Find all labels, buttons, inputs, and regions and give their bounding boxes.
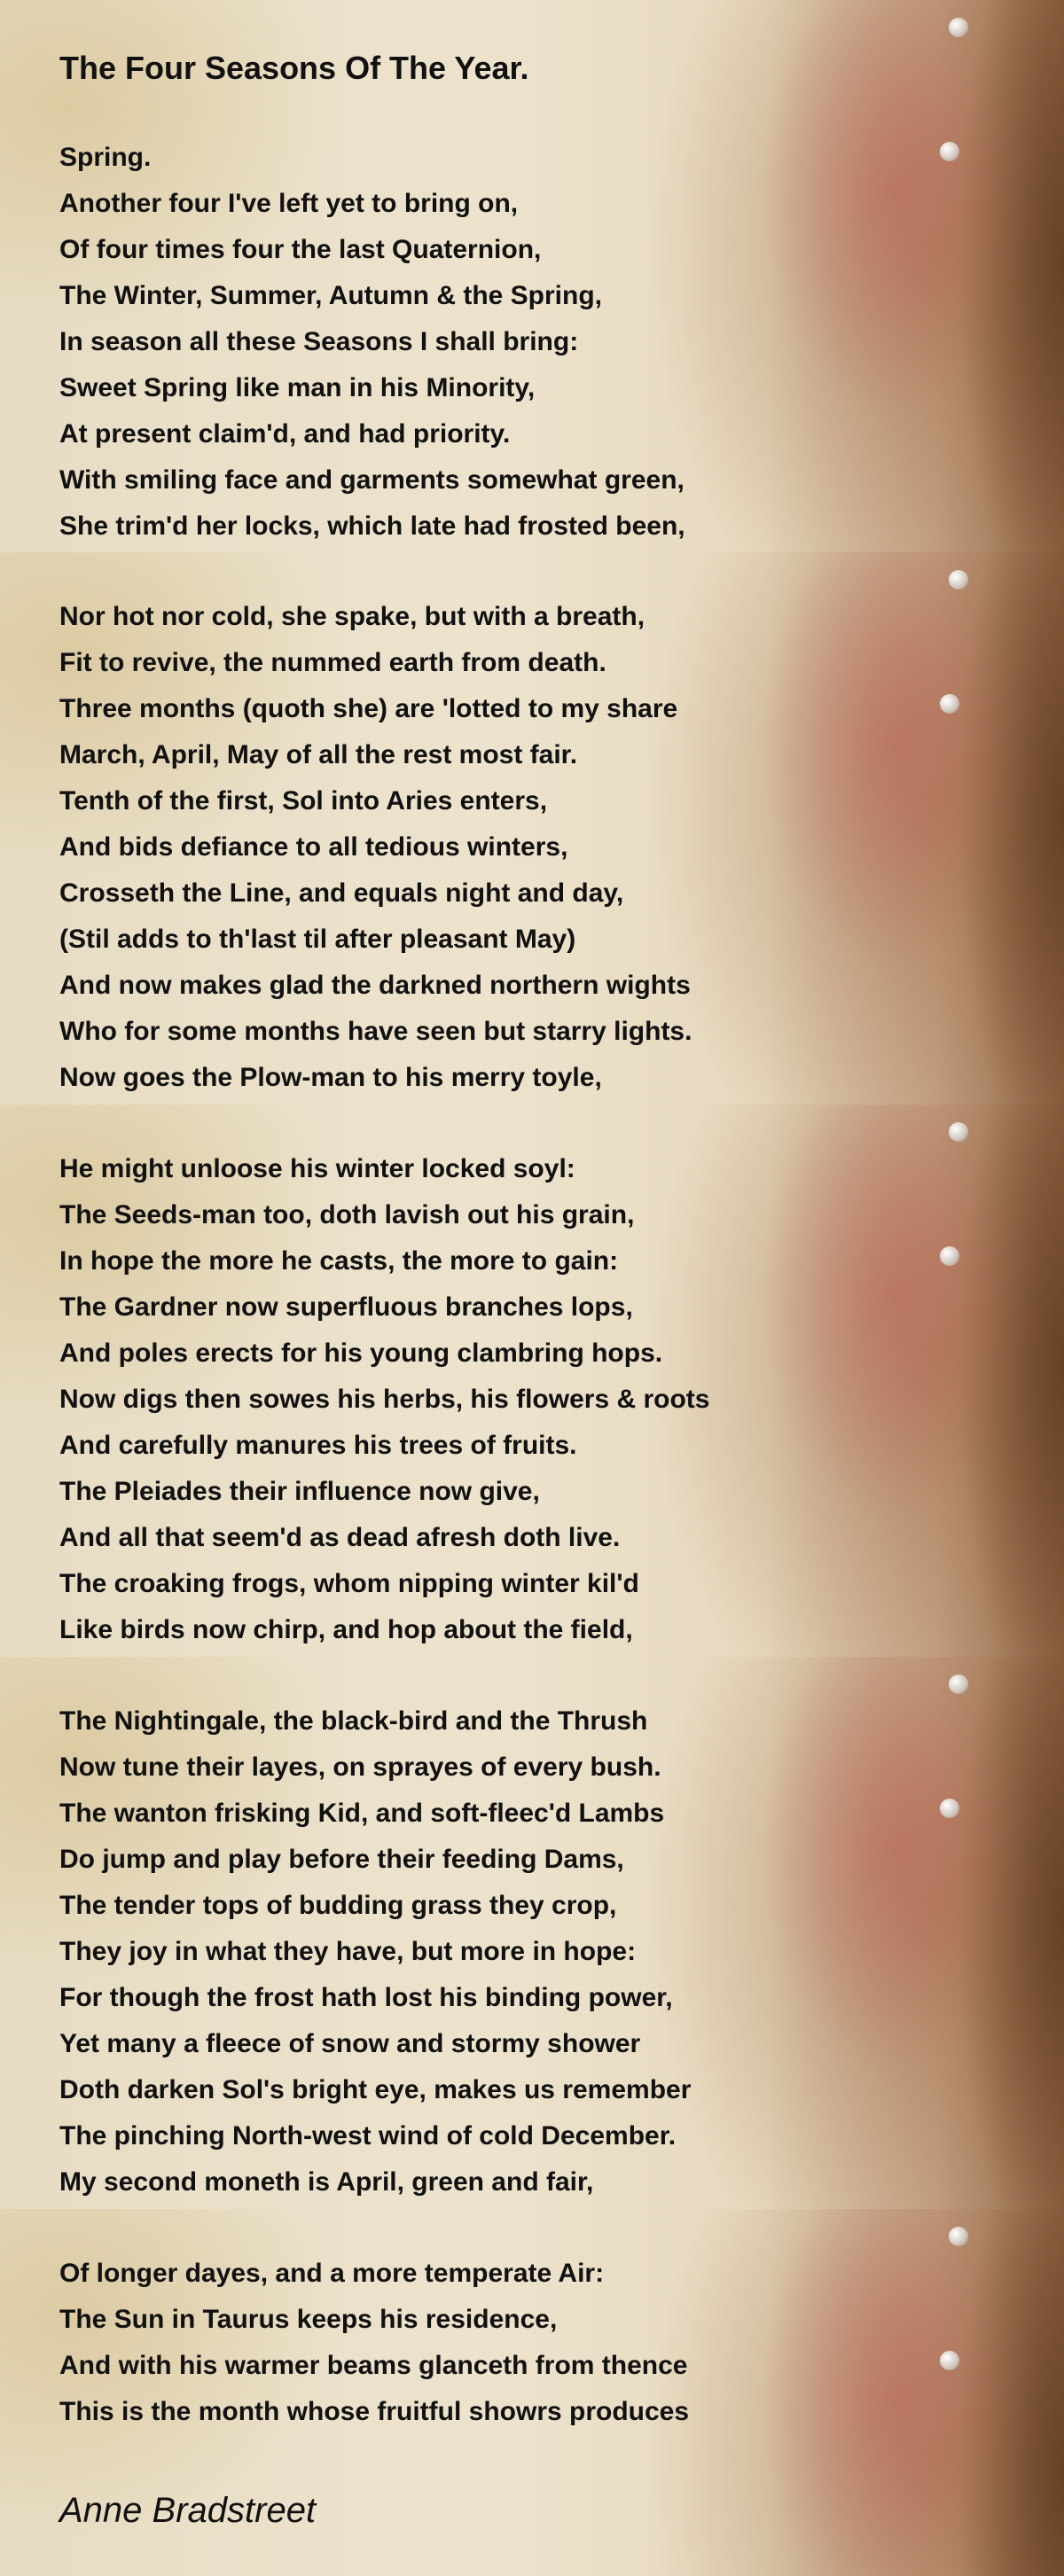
poem-line: And carefully manures his trees of fruits. [59,1431,577,1460]
poem-line: And poles erects for his young clambring hops. [59,1339,663,1368]
poem-line: The Pleiades their influence now give, [59,1477,540,1506]
poem-line: Another four I've left yet to bring on, [59,189,519,218]
pearl-decoration [949,1674,968,1694]
poem-line: Of longer dayes, and a more temperate Air: [59,2259,605,2288]
poem-panel-3 [0,1105,1064,1657]
poem-panel-4 [0,1657,1064,2209]
poem-line: (Stil adds to th'last til after pleasant May) [59,925,576,954]
pearl-decoration [949,2227,968,2246]
poem-line: Tenth of the first, Sol into Aries enters, [59,786,548,816]
pearl-decoration [949,1122,968,1142]
poem-line: March, April, May of all the rest most fair. [59,740,578,769]
poem-line: Now goes the Plow-man to his merry toyle, [59,1063,602,1092]
poem-line: And bids defiance to all tedious winters, [59,832,568,862]
poem-line: The tender tops of budding grass they crop, [59,1891,617,1920]
poem-line: And now makes glad the darkned northern wights [59,971,691,1000]
poem-line: Like birds now chirp, and hop about the field, [59,1615,633,1644]
stanza [59,135,685,550]
poem-line: At present claim'd, and had priority. [59,419,511,449]
poem-line: The pinching North-west wind of cold December. [59,2121,677,2151]
poem-line: Do jump and play before their feeding Dams, [59,1845,624,1874]
stanza [59,1698,691,2205]
poem-line: And with his warmer beams glanceth from thence [59,2351,688,2380]
poem-line: Doth darken Sol's bright eye, makes us remember [59,2075,692,2104]
poem-line: Fit to revive, the nummed earth from death. [59,648,606,677]
poem-line: In season all these Seasons I shall bring: [59,327,579,356]
stanza [59,2251,689,2435]
pearl-decoration [940,142,959,161]
poem-panel-2 [0,552,1064,1105]
poem-line: The wanton frisking Kid, and soft-fleec'd Lambs [59,1799,665,1828]
poem-line: Who for some months have seen but starry lights. [59,1017,692,1046]
pearl-decoration [940,1799,959,1818]
poem-line: The Sun in Taurus keeps his residence, [59,2305,558,2334]
poem-line: Three months (quoth she) are 'lotted to my share [59,694,678,723]
poem-line: The Winter, Summer, Autumn & the Spring, [59,281,602,310]
pearl-decoration [940,2351,959,2370]
poem-line: The Nightingale, the black-bird and the Thrush [59,1706,648,1736]
poem-line: For though the frost hath lost his binding power, [59,1983,673,2012]
pearl-decoration [940,1246,959,1266]
poem-line: In hope the more he casts, the more to gain: [59,1246,619,1276]
poem-line: Sweet Spring like man in his Minority, [59,373,536,402]
author-name: Anne Bradstreet [59,2491,317,2530]
poem-line: He might unloose his winter locked soyl: [59,1154,575,1183]
poem-line: The croaking frogs, whom nipping winter kil'd [59,1569,639,1598]
poem-line: Yet many a fleece of snow and stormy shower [59,2029,641,2058]
poem-line: Crosseth the Line, and equals night and day, [59,878,624,908]
poem-line: The Seeds-man too, doth lavish out his grain, [59,1200,635,1229]
pearl-decoration [949,570,968,589]
poem-line: She trim'd her locks, which late had frosted been, [59,511,685,541]
poem-panel-5 [0,2209,1064,2576]
poem-line: And all that seem'd as dead afresh doth live. [59,1523,621,1552]
pearl-decoration [940,694,959,714]
poem-line: They joy in what they have, but more in hope: [59,1937,637,1966]
stanza [59,594,692,1101]
poem-line: Now digs then sowes his herbs, his flowers & roots [59,1385,710,1414]
poem-line: Now tune their layes, on sprayes of every bush. [59,1752,661,1782]
poem-line: My second moneth is April, green and fair, [59,2167,594,2197]
poem-panel-1 [0,0,1064,552]
poem-line: This is the month whose fruitful showrs produces [59,2397,690,2426]
poem-line: Spring. [59,143,152,172]
poem-line: Nor hot nor cold, she spake, but with a breath, [59,602,645,631]
pearl-decoration [949,18,968,37]
poem-line: Of four times four the last Quaternion, [59,235,542,264]
poem-line: With smiling face and garments somewhat green, [59,465,685,495]
poem-line: The Gardner now superfluous branches lops, [59,1292,633,1322]
stanza [59,1146,709,1653]
poem-title: The Four Seasons Of The Year. [59,50,529,86]
